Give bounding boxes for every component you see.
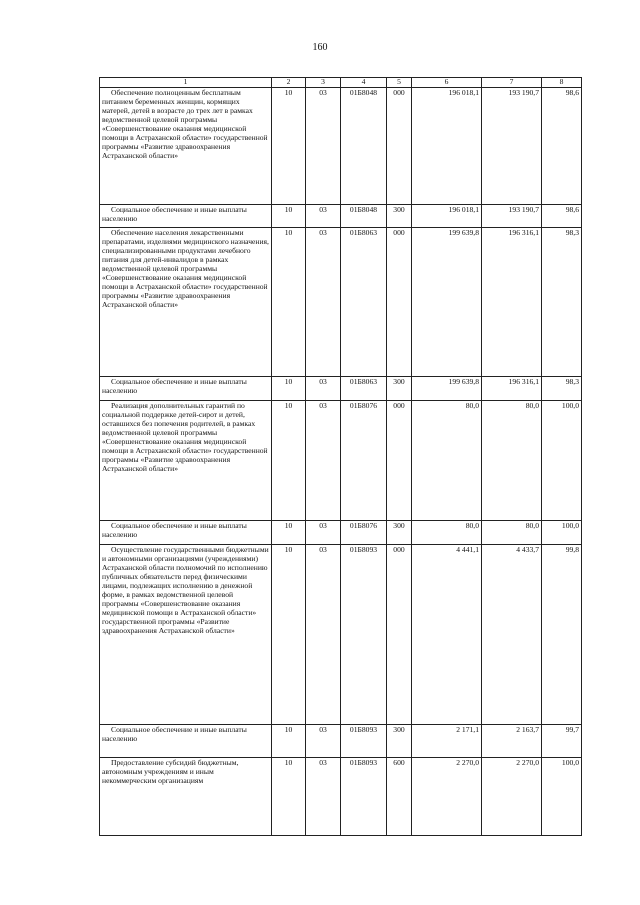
row-pct: 98,3 xyxy=(542,377,582,401)
row-fact: 80,0 xyxy=(482,401,542,521)
row-pr: 03 xyxy=(306,521,341,545)
table-row xyxy=(100,725,582,758)
row-pct: 99,7 xyxy=(542,725,582,758)
header-col-6: 6 xyxy=(412,78,482,88)
row-csr: 01Б8063 xyxy=(341,228,387,377)
table-row xyxy=(100,88,582,205)
table-row xyxy=(100,228,582,377)
row-plan: 80,0 xyxy=(412,521,482,545)
row-fact: 193 190,7 xyxy=(482,205,542,228)
row-fact: 80,0 xyxy=(482,521,542,545)
row-pr: 03 xyxy=(306,725,341,758)
row-fact: 196 316,1 xyxy=(482,377,542,401)
row-name: Социальное обеспечение и иные выплаты населению xyxy=(100,205,272,228)
row-csr: 01Б8063 xyxy=(341,377,387,401)
row-pr: 03 xyxy=(306,545,341,725)
row-pr: 03 xyxy=(306,228,341,377)
header-col-2: 2 xyxy=(272,78,306,88)
row-vr: 000 xyxy=(387,88,412,205)
row-plan: 2 270,0 xyxy=(412,758,482,836)
row-csr: 01Б8048 xyxy=(341,205,387,228)
row-vr: 300 xyxy=(387,205,412,228)
row-rz: 10 xyxy=(272,521,306,545)
row-plan: 80,0 xyxy=(412,401,482,521)
row-plan: 196 018,1 xyxy=(412,88,482,205)
row-csr: 01Б8093 xyxy=(341,758,387,836)
budget-table xyxy=(99,77,582,836)
row-plan: 4 441,1 xyxy=(412,545,482,725)
header-col-3: 3 xyxy=(306,78,341,88)
row-name: Социальное обеспечение и иные выплаты населению xyxy=(100,377,272,401)
row-rz: 10 xyxy=(272,725,306,758)
row-csr: 01Б8093 xyxy=(341,545,387,725)
row-pct: 100,0 xyxy=(542,758,582,836)
row-vr: 000 xyxy=(387,545,412,725)
row-rz: 10 xyxy=(272,228,306,377)
table-row xyxy=(100,758,582,836)
row-fact: 196 316,1 xyxy=(482,228,542,377)
row-rz: 10 xyxy=(272,758,306,836)
row-rz: 10 xyxy=(272,401,306,521)
row-rz: 10 xyxy=(272,205,306,228)
table-body xyxy=(100,88,582,836)
row-pr: 03 xyxy=(306,758,341,836)
row-name: Реализация дополнительных гарантий по социальной поддержке детей-сирот и детей, оставшихся без попечения родителей, в рамках ведомственной целевой программы «Совершенствование оказания медицинской помощи в Астраханской области» государственной программы «Развитие здравоохранения Астраханской области» xyxy=(100,401,272,521)
row-pct: 99,8 xyxy=(542,545,582,725)
table-row xyxy=(100,521,582,545)
row-vr: 300 xyxy=(387,521,412,545)
header-col-4: 4 xyxy=(341,78,387,88)
header-col-1: 1 xyxy=(100,78,272,88)
row-plan: 196 018,1 xyxy=(412,205,482,228)
row-fact: 4 433,7 xyxy=(482,545,542,725)
table-row xyxy=(100,205,582,228)
row-name: Предоставление субсидий бюджетным, автономным учреждениям и иным некоммерческим организациям xyxy=(100,758,272,836)
row-name: Социальное обеспечение и иные выплаты населению xyxy=(100,521,272,545)
row-rz: 10 xyxy=(272,377,306,401)
row-name: Осуществление государственными бюджетными и автономными организациями (учреждениями) Астраханской области полномочий по исполнению публичных обязательств перед физическими лицами, подлежащих исполнению в денежной форме, в рамках ведомственной целевой программы «Совершенствование оказания медицинской помощи в Астраханской области» государственной программы «Развитие здравоохранения Астраханской области» xyxy=(100,545,272,725)
row-plan: 199 639,8 xyxy=(412,228,482,377)
row-rz: 10 xyxy=(272,545,306,725)
row-plan: 2 171,1 xyxy=(412,725,482,758)
row-vr: 000 xyxy=(387,228,412,377)
row-pct: 98,6 xyxy=(542,205,582,228)
row-pr: 03 xyxy=(306,401,341,521)
table-row xyxy=(100,545,582,725)
table-row xyxy=(100,401,582,521)
row-plan: 199 639,8 xyxy=(412,377,482,401)
row-pr: 03 xyxy=(306,377,341,401)
row-name: Обеспечение населения лекарственными препаратами, изделиями медицинского назначения, специализированными продуктами лечебного питания для детей-инвалидов в рамках ведомственной целевой программы «Совершенствование оказания медицинской помощи в Астраханской области» государственной программы «Развитие здравоохранения Астраханской области» xyxy=(100,228,272,377)
row-pr: 03 xyxy=(306,205,341,228)
header-row xyxy=(100,78,582,88)
header-col-7: 7 xyxy=(482,78,542,88)
row-csr: 01Б8076 xyxy=(341,521,387,545)
page-number: 160 xyxy=(312,42,328,53)
row-pct: 100,0 xyxy=(542,521,582,545)
header-col-8: 8 xyxy=(542,78,582,88)
row-pct: 98,6 xyxy=(542,88,582,205)
table-row xyxy=(100,377,582,401)
row-pct: 98,3 xyxy=(542,228,582,377)
row-vr: 300 xyxy=(387,725,412,758)
row-fact: 2 163,7 xyxy=(482,725,542,758)
row-vr: 600 xyxy=(387,758,412,836)
row-fact: 193 190,7 xyxy=(482,88,542,205)
row-vr: 000 xyxy=(387,401,412,521)
row-csr: 01Б8076 xyxy=(341,401,387,521)
row-pct: 100,0 xyxy=(542,401,582,521)
row-name: Обеспечение полноценным бесплатным питанием беременных женщин, кормящих матерей, детей в возрасте до трех лет в рамках ведомственной целевой программы «Совершенствование оказания медицинской помощи в Астраханской области» государственной программы «Развитие здравоохранения Астраханской области» xyxy=(100,88,272,205)
row-fact: 2 270,0 xyxy=(482,758,542,836)
row-pr: 03 xyxy=(306,88,341,205)
row-csr: 01Б8093 xyxy=(341,725,387,758)
row-csr: 01Б8048 xyxy=(341,88,387,205)
header-col-5: 5 xyxy=(387,78,412,88)
table-header xyxy=(100,78,582,88)
row-rz: 10 xyxy=(272,88,306,205)
row-name: Социальное обеспечение и иные выплаты населению xyxy=(100,725,272,758)
row-vr: 300 xyxy=(387,377,412,401)
